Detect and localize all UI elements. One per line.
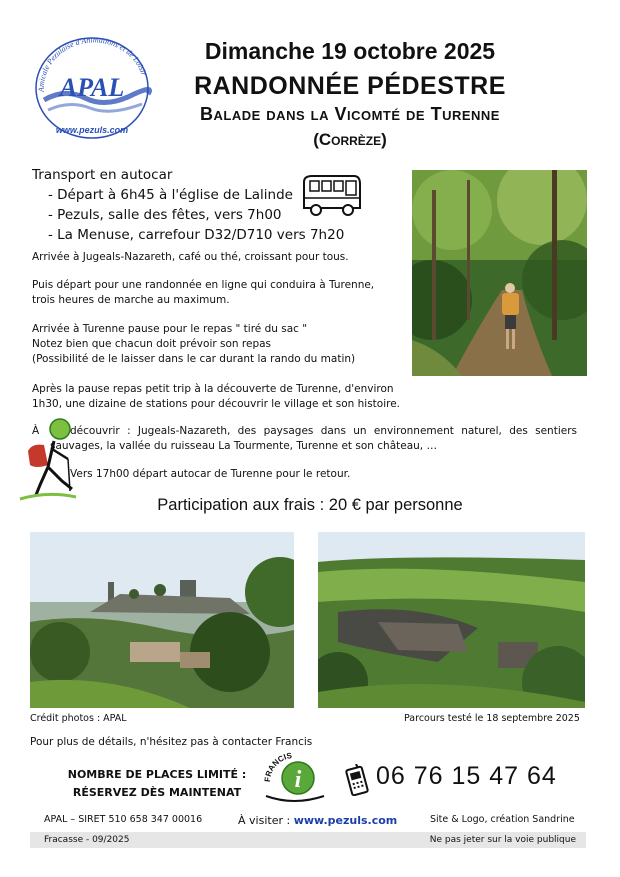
trail-hiker-photo (412, 170, 587, 376)
visit-label: À visiter : (238, 814, 294, 827)
contact-details: Pour plus de détails, n'hésitez pas à contacter Francis (30, 736, 313, 748)
paragraph-visit (32, 382, 422, 412)
paragraph-arrival: Arrivée à Jugeals-Nazareth, café ou thé, croissant pour tous. (32, 251, 349, 263)
event-date: Dimanche 19 octobre 2025 (204, 38, 496, 64)
paragraph-line: 1h30, une dizaine de stations pour découvrir le village et son histoire. (32, 398, 401, 410)
footer-siret: APAL – SIRET 510 658 347 00016 (44, 814, 203, 825)
turenne-village-photo (318, 532, 585, 708)
route-tested: Parcours testé le 18 septembre 2025 (404, 713, 580, 724)
apal-logo (30, 30, 160, 140)
turenne-castle-photo (30, 532, 294, 708)
svg-text:Amicale Pezulaise d'Animations: Amicale Pezulaise d'Animations et de Loisir (36, 35, 149, 93)
footer-notice: Ne pas jeter sur la voie publique (429, 835, 576, 845)
transport-heading: Transport en autocar (32, 167, 173, 183)
mobile-phone-icon (344, 764, 370, 796)
svg-text:www.pezuls.com: www.pezuls.com (55, 125, 129, 135)
paragraph-line: trois heures de marche au maximum. (32, 294, 230, 306)
photo-credit: Crédit photos : APAL (30, 713, 127, 724)
event-subtitle: Balade dans la Vicomté de Turenne (200, 104, 500, 124)
fee-info: Participation aux frais : 20 € par personne (157, 496, 463, 514)
footer-credit: Site & Logo, création Sandrine (430, 814, 575, 825)
transport-block (32, 165, 344, 245)
phone-number: 06 76 15 47 64 (376, 762, 557, 790)
footer-ref: Fracasse - 09/2025 (44, 835, 130, 845)
limited-places (64, 766, 250, 802)
event-region: (Corrèze) (313, 130, 387, 149)
paragraph-lunch (32, 322, 412, 367)
limited-places-line: NOMBRE DE PLACES LIMITÉ : (67, 768, 247, 781)
paragraph-line: découvrir : Jugeals-Nazareth, des paysages dans un environnement naturel, des sentiers (70, 425, 577, 437)
transport-stop: - La Menuse, carrefour D32/D710 vers 7h20 (48, 227, 345, 243)
paragraph-line: À (32, 425, 40, 437)
return-info: Vers 17h00 départ autocar de Turenne pour le retour. (70, 468, 351, 480)
bus-icon (300, 172, 364, 220)
paragraph-line: Après la pause repas petit trip à la découverte de Turenne, d'environ (32, 383, 394, 395)
transport-stop: - Pezuls, salle des fêtes, vers 7h00 (48, 207, 282, 223)
paragraph-line: Puis départ pour une randonnée en ligne qui conduira à Turenne, (32, 279, 375, 291)
francis-info-icon (258, 752, 330, 804)
paragraph-departure (32, 278, 412, 308)
svg-text:APAL: APAL (59, 73, 125, 102)
website-link[interactable]: www.pezuls.com (293, 814, 398, 827)
paragraph-line: (Possibilité de le laisser dans le car durant la rando du matin) (32, 353, 356, 365)
hiker-icon (18, 415, 78, 505)
francis-label: FRANCIS (262, 752, 293, 783)
svg-text:i: i (294, 767, 302, 793)
paragraph-line: Arrivée à Turenne pause pour le repas " tiré du sac " (32, 323, 308, 335)
reserve-now-line: RÉSERVEZ DÈS MAINTENAT (72, 786, 242, 799)
event-title: RANDONNÉE PÉDESTRE (194, 72, 506, 100)
footer-visit (238, 814, 397, 827)
transport-stop: - Départ à 6h45 à l'église de Lalinde (48, 187, 293, 203)
paragraph-line: Notez bien que chacun doit prévoir son repas (32, 338, 272, 350)
paragraph-line: sauvages, la vallée du ruisseau La Tourmente, Turenne et son château, … (50, 440, 437, 452)
